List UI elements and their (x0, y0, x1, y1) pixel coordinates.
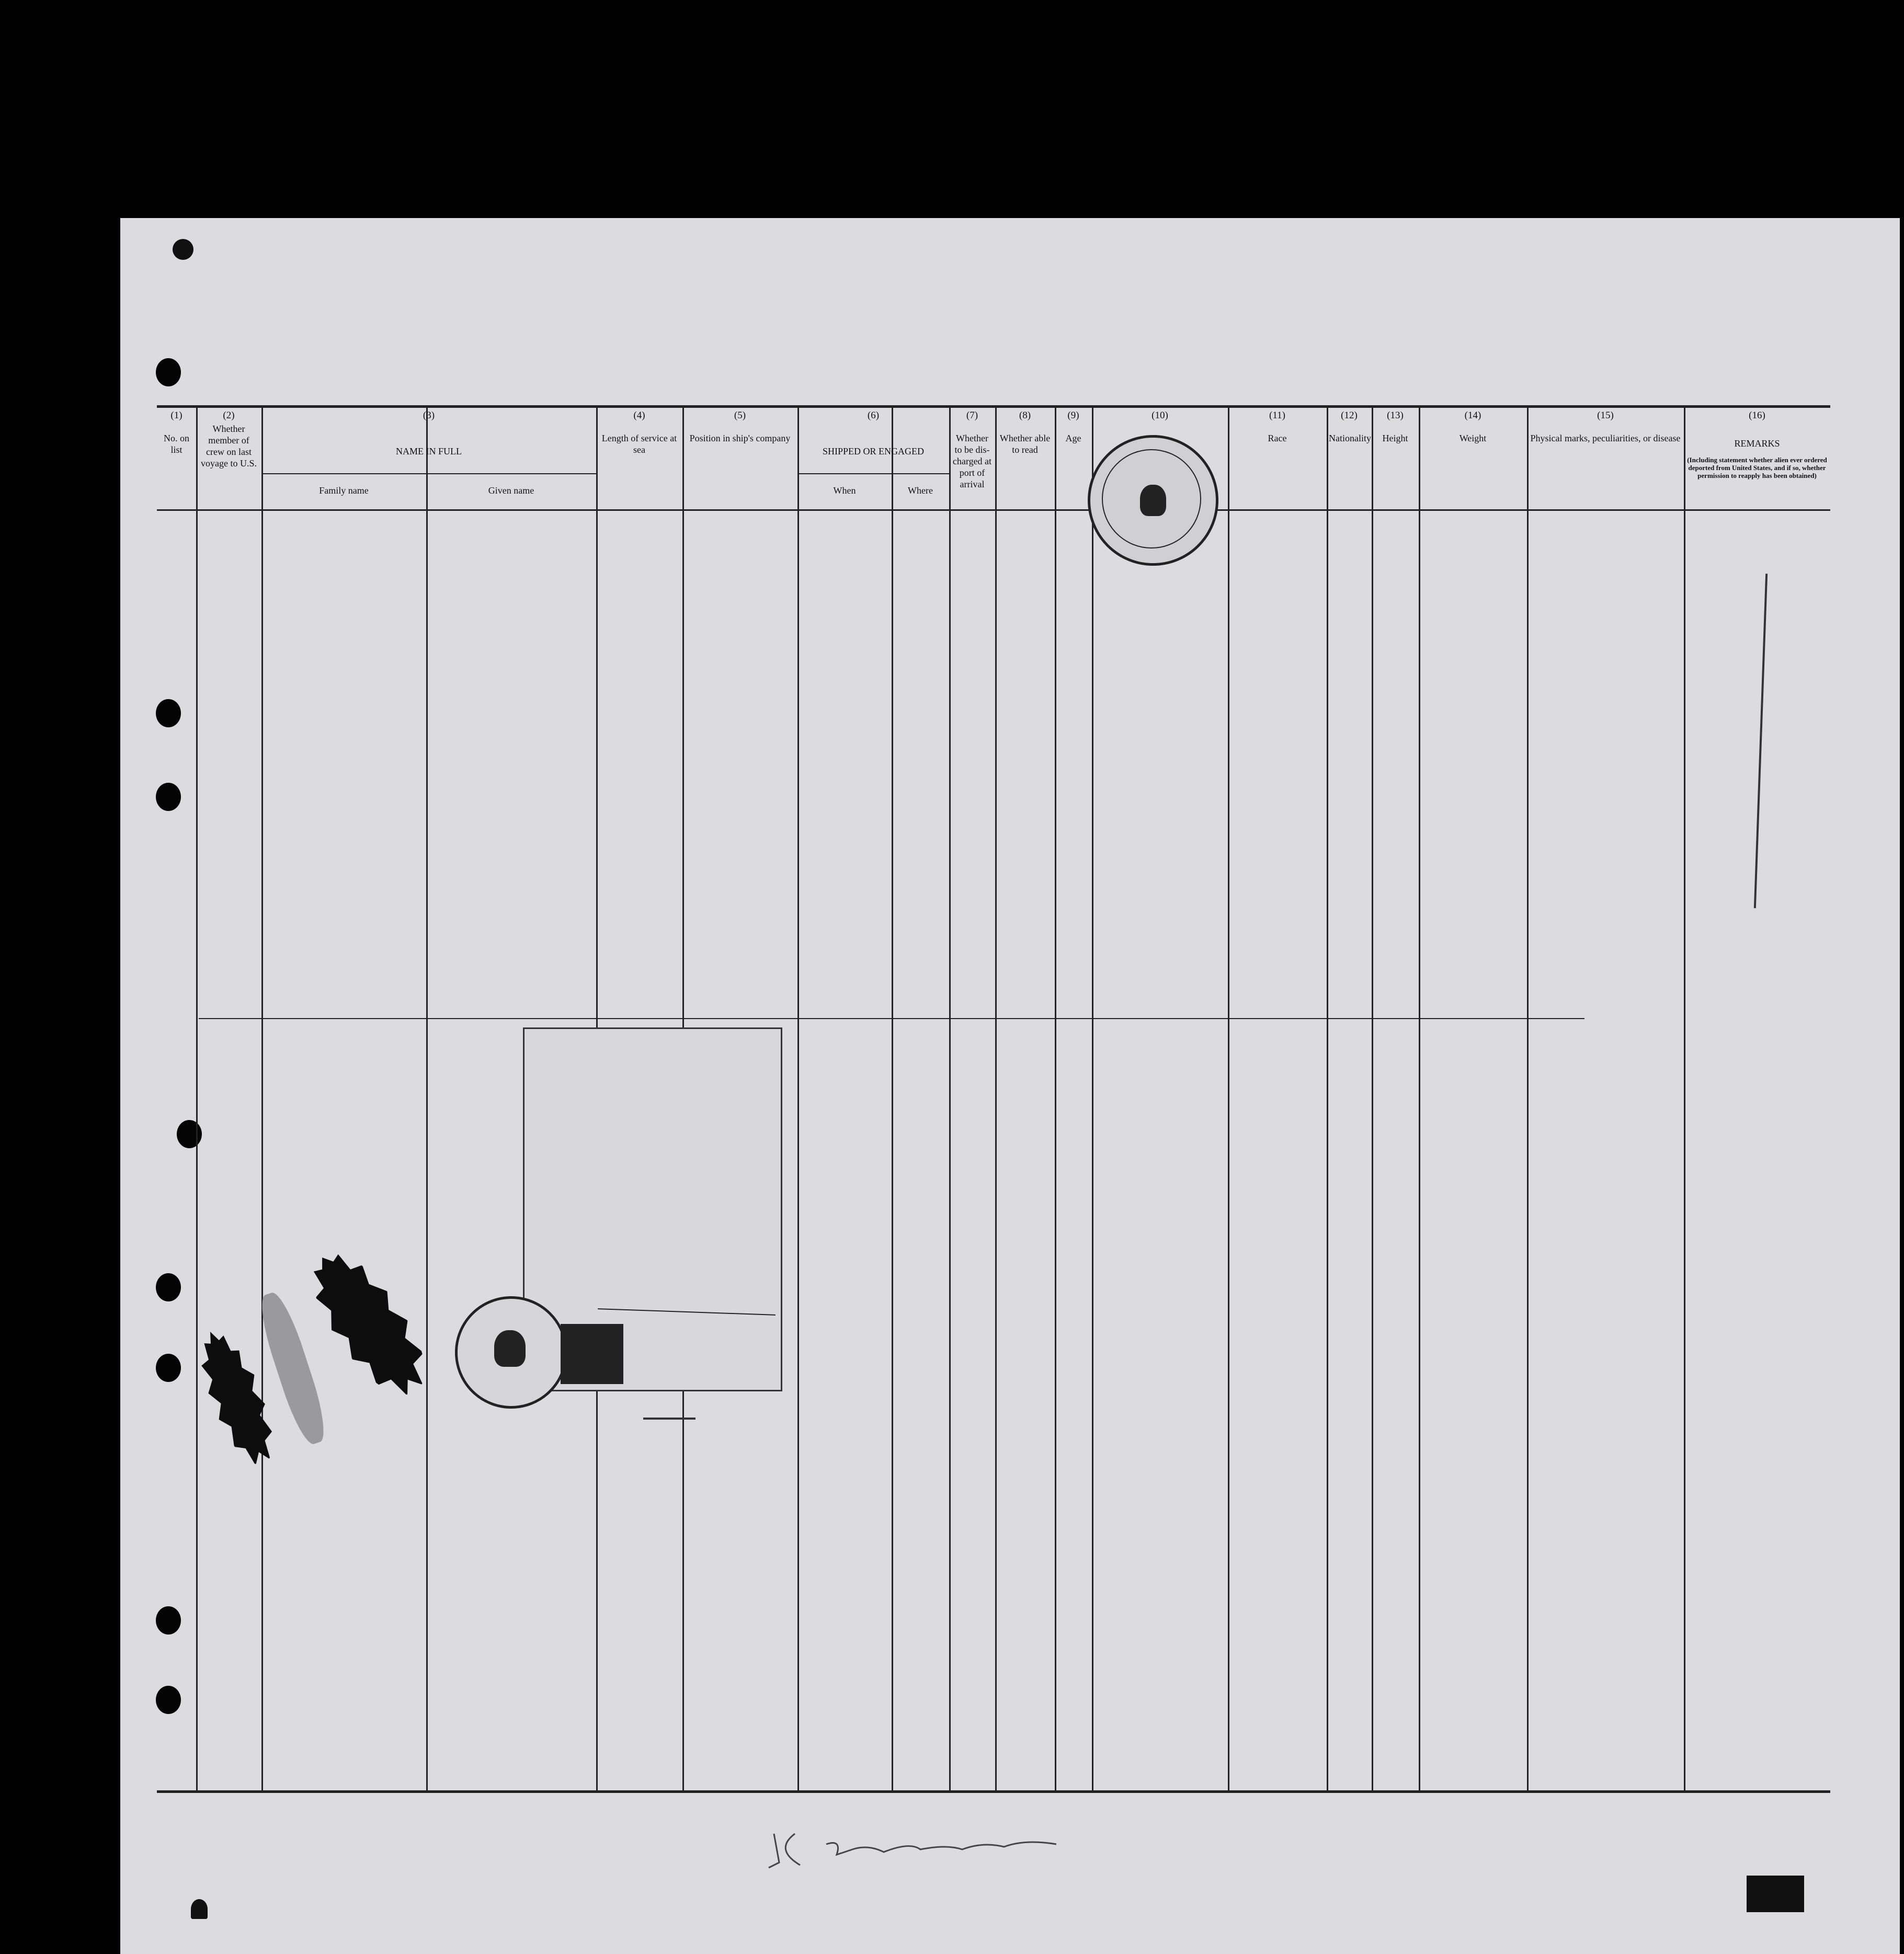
column-header: NAME IN FULL (396, 446, 462, 456)
punch-hole (177, 1120, 202, 1148)
fee-values (643, 1418, 696, 1420)
column-rule (261, 406, 263, 1790)
column-rule (1092, 406, 1093, 1790)
subheader-rule (797, 473, 949, 474)
column-rule (196, 406, 198, 1790)
column-number: (11) (1269, 410, 1285, 421)
table-header-rule (157, 509, 1830, 511)
column-number: (14) (1464, 410, 1481, 421)
table-top-rule (157, 405, 1830, 408)
punch-hole (156, 358, 181, 386)
column-rule (1372, 406, 1373, 1790)
punch-hole (156, 1273, 181, 1301)
column-number: (1) (170, 410, 183, 421)
column-number: (9) (1067, 410, 1079, 421)
punch-hole (156, 699, 181, 727)
printer-logo (1747, 1876, 1804, 1912)
fee-stamp (561, 1324, 623, 1384)
column-rule (1419, 406, 1420, 1790)
column-rule (892, 406, 893, 1790)
eagle-icon (1140, 485, 1166, 516)
column-header: Nationality (1329, 433, 1371, 443)
dmark-amount (643, 1419, 696, 1420)
eagle-icon (494, 1330, 526, 1367)
column-number: (16) (1749, 410, 1765, 421)
column-number: (13) (1387, 410, 1404, 421)
column-header: Height (1382, 433, 1408, 443)
consul-signature-stroke (598, 1308, 776, 1316)
column-number: (12) (1341, 410, 1358, 421)
annotation-vertical-mark (1754, 574, 1768, 908)
column-header: Race (1268, 433, 1287, 443)
column-number: (3) (423, 410, 435, 421)
column-header: REMARKS (1734, 438, 1780, 449)
column-rule (949, 406, 951, 1790)
column-number: (8) (1019, 410, 1031, 421)
column-header: Length of service at sea (601, 433, 677, 455)
fee-stamp-value (561, 1328, 623, 1333)
department-seal-icon (173, 239, 193, 260)
consulate-seal-stamp (1088, 435, 1218, 566)
column-subheader: Family name (319, 485, 369, 496)
column-header: Position in ship's company (689, 433, 791, 443)
column-header: No. on list (164, 433, 189, 455)
column-rule (1228, 406, 1229, 1790)
column-subheader: Where (908, 485, 933, 496)
column-rule (995, 406, 997, 1790)
column-rule (797, 406, 799, 1790)
column-rule (1055, 406, 1056, 1790)
column-rule (1684, 406, 1685, 1790)
embossed-seal-mark (294, 1238, 443, 1410)
column-subheader: When (833, 485, 856, 496)
consulate-seal (455, 1296, 567, 1409)
side-note (1613, 1048, 1645, 1050)
column-number: (15) (1597, 410, 1614, 421)
column-rule (426, 473, 428, 1790)
fee-stamp-label (561, 1333, 623, 1336)
punch-hole (156, 1606, 181, 1635)
punch-hole (156, 783, 181, 811)
column-header: SHIPPED OR ENGAGED (822, 446, 924, 456)
column-header: Age (1065, 433, 1081, 443)
column-rule (1327, 406, 1328, 1790)
column-header: Whether to be dis-charged at port of arrival (952, 433, 992, 489)
table-bottom-rule (157, 1790, 1830, 1793)
column-number: (7) (966, 410, 978, 421)
column-header: Physical marks, peculiarities, or disease (1530, 433, 1681, 443)
fee-stamp-text (561, 1324, 623, 1328)
punch-hole (156, 1354, 181, 1382)
printer-mark-icon (191, 1899, 208, 1919)
column-header: Weight (1459, 433, 1487, 443)
column-header: Whether able to read (999, 433, 1051, 455)
column-header: Whether member of crew on last voyage to U.S. (201, 424, 257, 468)
inspector-signature (763, 1823, 1077, 1870)
column-number: (4) (633, 410, 645, 421)
column-header-note: (Including statement whether alien ever ordered deported from United States, and if so, whether permission to reapply has been obtained) (1687, 456, 1827, 479)
column-number: (10) (1151, 410, 1168, 421)
column-number: (2) (223, 410, 235, 421)
subheader-rule (261, 473, 596, 474)
column-number: (5) (734, 410, 746, 421)
manifest-page (120, 218, 1900, 1954)
column-rule (1527, 406, 1529, 1790)
column-number: (6) (867, 410, 880, 421)
punch-hole (156, 1686, 181, 1714)
column-subheader: Given name (488, 485, 534, 496)
